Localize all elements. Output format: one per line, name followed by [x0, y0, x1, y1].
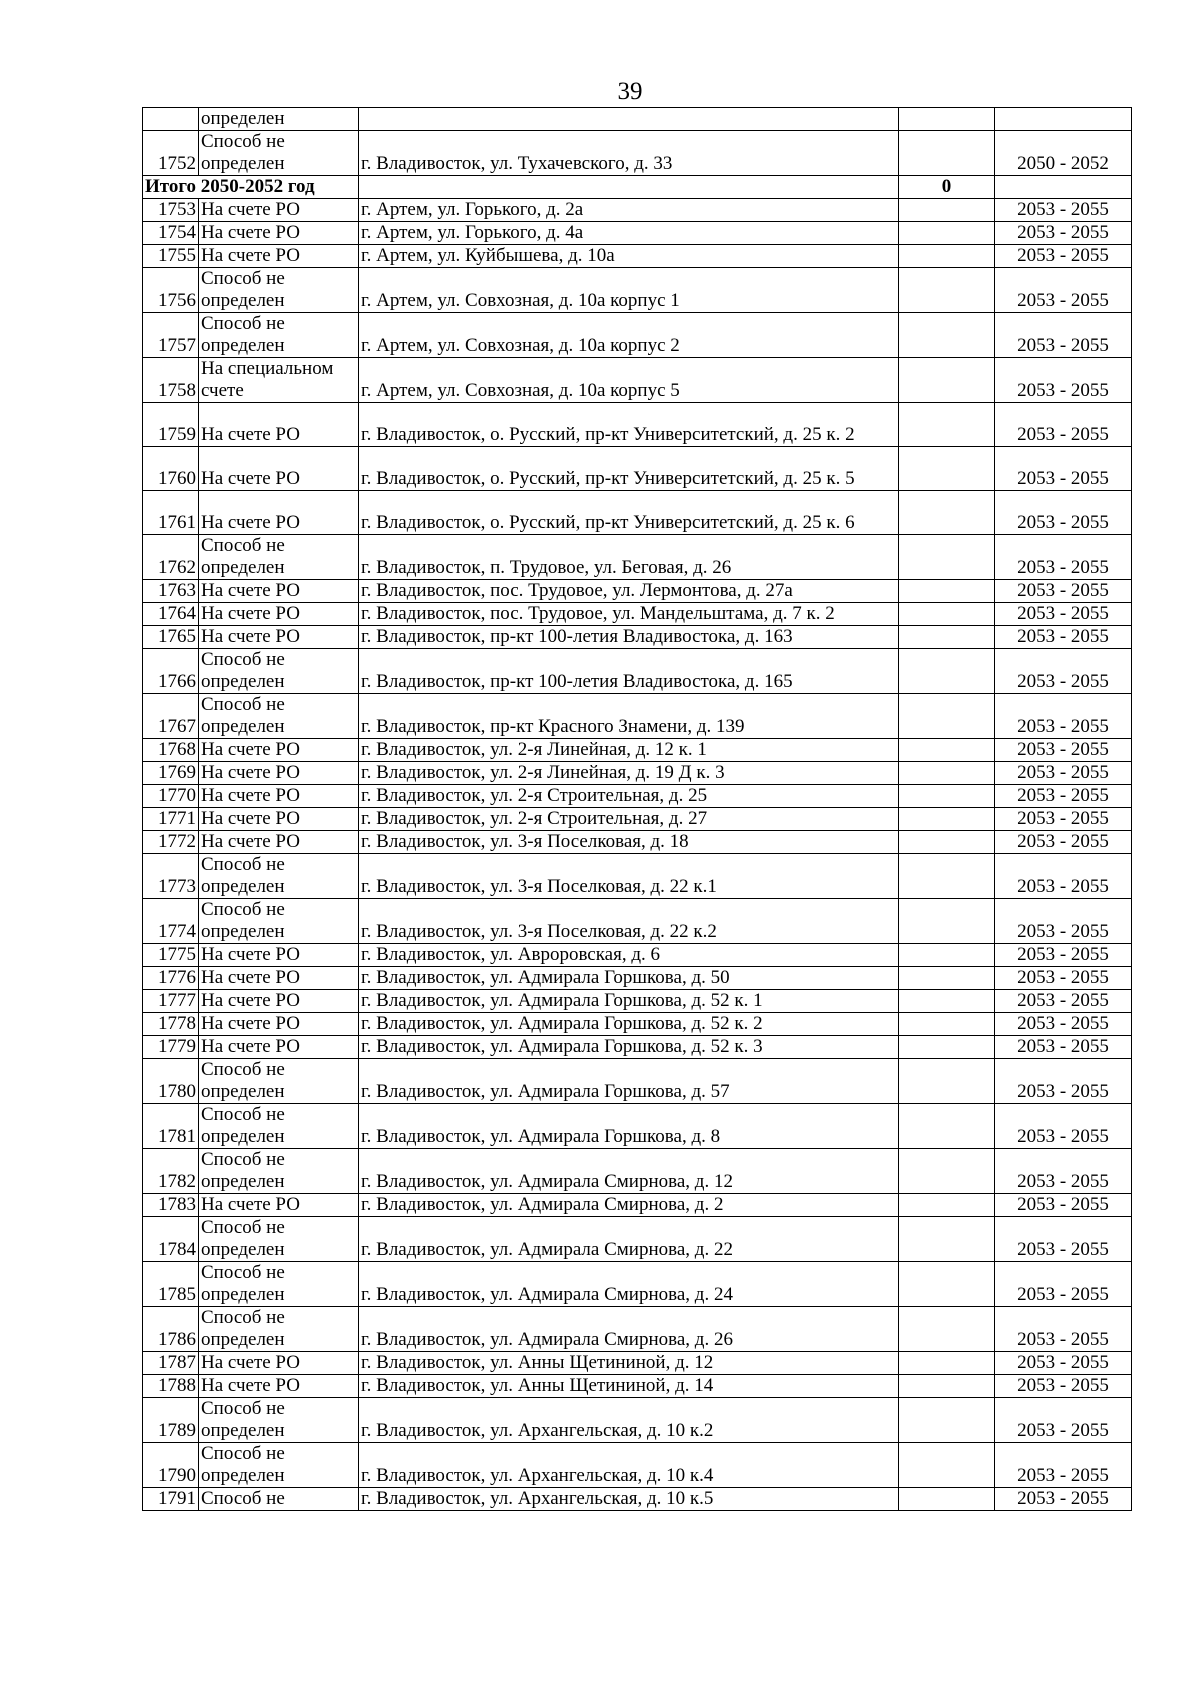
table-row	[143, 535, 1132, 580]
table-row	[143, 831, 1132, 854]
row-number-cell: 1787	[143, 1352, 199, 1375]
sum-cell	[899, 603, 995, 626]
address-cell: г. Владивосток, ул. Адмирала Горшкова, д. 8	[359, 1104, 899, 1149]
method-cell: На счете РО	[199, 403, 359, 447]
period-cell: 2053 - 2055	[995, 1443, 1132, 1488]
method-cell: На специальном счете	[199, 358, 359, 403]
row-number-cell: 1758	[143, 358, 199, 403]
table-row	[143, 899, 1132, 944]
table-row	[143, 967, 1132, 990]
page-number: 39	[617, 78, 643, 105]
address-cell: г. Владивосток, ул. Анны Щетининой, д. 14	[359, 1375, 899, 1398]
method-cell: На счете РО	[199, 222, 359, 245]
row-number-cell: 1763	[143, 580, 199, 603]
sum-cell	[899, 649, 995, 694]
table-row	[143, 785, 1132, 808]
address-cell: г. Владивосток, ул. Адмирала Смирнова, д. 2	[359, 1194, 899, 1217]
row-number-cell: 1782	[143, 1149, 199, 1194]
sum-cell	[899, 108, 995, 131]
sum-cell	[899, 491, 995, 535]
table-row	[143, 808, 1132, 831]
row-number-cell: 1781	[143, 1104, 199, 1149]
row-number-cell: 1771	[143, 808, 199, 831]
period-cell: 2053 - 2055	[995, 358, 1132, 403]
period-cell: 2053 - 2055	[995, 831, 1132, 854]
period-cell: 2053 - 2055	[995, 603, 1132, 626]
method-cell: На счете РО	[199, 990, 359, 1013]
address-cell: г. Владивосток, ул. Адмирала Горшкова, д. 52 к. 3	[359, 1036, 899, 1059]
method-cell: определен	[199, 108, 359, 131]
sum-cell	[899, 694, 995, 739]
period-cell: 2053 - 2055	[995, 1262, 1132, 1307]
row-number-cell: 1780	[143, 1059, 199, 1104]
table-row	[143, 1307, 1132, 1352]
table-row	[143, 358, 1132, 403]
table-row	[143, 603, 1132, 626]
sum-cell	[899, 403, 995, 447]
sum-cell	[899, 447, 995, 491]
sum-cell	[899, 990, 995, 1013]
period-cell: 2053 - 2055	[995, 313, 1132, 358]
address-cell: г. Владивосток, пос. Трудовое, ул. Мандельштама, д. 7 к. 2	[359, 603, 899, 626]
method-cell: На счете РО	[199, 944, 359, 967]
table-row	[143, 199, 1132, 222]
sum-cell	[899, 580, 995, 603]
table-row	[143, 990, 1132, 1013]
table-row	[143, 268, 1132, 313]
method-cell: Способ не определен	[199, 535, 359, 580]
method-cell: На счете РО	[199, 199, 359, 222]
address-cell: г. Артем, ул. Совхозная, д. 10а корпус 2	[359, 313, 899, 358]
row-number-cell	[143, 108, 199, 131]
period-cell: 2053 - 2055	[995, 649, 1132, 694]
address-cell: г. Владивосток, ул. Адмирала Горшкова, д. 52 к. 2	[359, 1013, 899, 1036]
address-cell: г. Артем, ул. Совхозная, д. 10а корпус 5	[359, 358, 899, 403]
table-row	[143, 762, 1132, 785]
row-number-cell: 1762	[143, 535, 199, 580]
sum-cell	[899, 967, 995, 990]
sum-cell	[899, 199, 995, 222]
sum-cell	[899, 1194, 995, 1217]
sum-cell	[899, 1307, 995, 1352]
sum-cell	[899, 1443, 995, 1488]
table-row	[143, 1036, 1132, 1059]
sum-cell	[899, 808, 995, 831]
period-cell: 2053 - 2055	[995, 1352, 1132, 1375]
period-cell: 2053 - 2055	[995, 1059, 1132, 1104]
table-row	[143, 108, 1132, 131]
address-cell: г. Владивосток, ул. Адмирала Горшкова, д. 57	[359, 1059, 899, 1104]
method-cell: На счете РО	[199, 762, 359, 785]
method-cell: На счете РО	[199, 580, 359, 603]
method-cell: Способ не определен	[199, 854, 359, 899]
period-cell: 2050 - 2052	[995, 131, 1132, 176]
sum-cell	[899, 313, 995, 358]
sum-cell	[899, 762, 995, 785]
table-row	[143, 580, 1132, 603]
registry-table	[142, 107, 1132, 1511]
address-cell: г. Владивосток, ул. 2-я Строительная, д. 27	[359, 808, 899, 831]
sum-cell	[899, 831, 995, 854]
total-label: Итого 2050-2052 год	[143, 176, 359, 199]
period-cell	[995, 176, 1132, 199]
sum-cell	[899, 1375, 995, 1398]
address-cell	[359, 108, 899, 131]
row-number-cell: 1772	[143, 831, 199, 854]
sum-cell	[899, 899, 995, 944]
period-cell: 2053 - 2055	[995, 447, 1132, 491]
row-number-cell: 1759	[143, 403, 199, 447]
sum-cell	[899, 1488, 995, 1511]
address-cell: г. Владивосток, ул. 3-я Поселковая, д. 22 к.2	[359, 899, 899, 944]
table-row	[143, 245, 1132, 268]
row-number-cell: 1775	[143, 944, 199, 967]
row-number-cell: 1768	[143, 739, 199, 762]
row-number-cell: 1786	[143, 1307, 199, 1352]
row-number-cell: 1788	[143, 1375, 199, 1398]
period-cell: 2053 - 2055	[995, 785, 1132, 808]
method-cell: На счете РО	[199, 967, 359, 990]
address-cell: г. Владивосток, ул. Адмирала Горшкова, д. 52 к. 1	[359, 990, 899, 1013]
period-cell: 2053 - 2055	[995, 762, 1132, 785]
address-cell: г. Владивосток, ул. Адмирала Смирнова, д. 12	[359, 1149, 899, 1194]
table-row	[143, 1375, 1132, 1398]
row-number-cell: 1778	[143, 1013, 199, 1036]
table-body	[143, 108, 1132, 1511]
sum-cell	[899, 245, 995, 268]
sum-cell	[899, 268, 995, 313]
address-cell: г. Владивосток, п. Трудовое, ул. Беговая, д. 26	[359, 535, 899, 580]
row-number-cell: 1791	[143, 1488, 199, 1511]
period-cell: 2053 - 2055	[995, 268, 1132, 313]
period-cell: 2053 - 2055	[995, 1104, 1132, 1149]
method-cell: На счете РО	[199, 1375, 359, 1398]
period-cell: 2053 - 2055	[995, 1488, 1132, 1511]
period-cell: 2053 - 2055	[995, 1036, 1132, 1059]
period-cell: 2053 - 2055	[995, 1194, 1132, 1217]
row-number-cell: 1783	[143, 1194, 199, 1217]
row-number-cell: 1769	[143, 762, 199, 785]
table-row	[143, 1194, 1132, 1217]
sum-cell	[899, 626, 995, 649]
method-cell: На счете РО	[199, 245, 359, 268]
period-cell: 2053 - 2055	[995, 535, 1132, 580]
method-cell: На счете РО	[199, 447, 359, 491]
address-cell: г. Владивосток, ул. Архангельская, д. 10 к.4	[359, 1443, 899, 1488]
period-cell: 2053 - 2055	[995, 626, 1132, 649]
row-number-cell: 1789	[143, 1398, 199, 1443]
table-row	[143, 131, 1132, 176]
address-cell: г. Владивосток, пр-кт Красного Знамени, д. 139	[359, 694, 899, 739]
period-cell: 2053 - 2055	[995, 854, 1132, 899]
row-number-cell: 1755	[143, 245, 199, 268]
method-cell: На счете РО	[199, 1352, 359, 1375]
address-cell: г. Артем, ул. Горького, д. 4а	[359, 222, 899, 245]
table-row	[143, 739, 1132, 762]
row-number-cell: 1766	[143, 649, 199, 694]
table-row	[143, 649, 1132, 694]
method-cell: Способ не определен	[199, 131, 359, 176]
method-cell: На счете РО	[199, 739, 359, 762]
method-cell: На счете РО	[199, 603, 359, 626]
table-row	[143, 1488, 1132, 1511]
row-number-cell: 1777	[143, 990, 199, 1013]
sum-cell	[899, 854, 995, 899]
address-cell: г. Владивосток, пр-кт 100-летия Владивостока, д. 165	[359, 649, 899, 694]
address-cell: г. Владивосток, о. Русский, пр-кт Университетский, д. 25 к. 6	[359, 491, 899, 535]
sum-cell	[899, 1217, 995, 1262]
method-cell: Способ не определен	[199, 649, 359, 694]
row-number-cell: 1773	[143, 854, 199, 899]
row-number-cell: 1774	[143, 899, 199, 944]
method-cell: Способ не определен	[199, 313, 359, 358]
row-number-cell: 1790	[143, 1443, 199, 1488]
table-row	[143, 1217, 1132, 1262]
method-cell: На счете РО	[199, 808, 359, 831]
method-cell: На счете РО	[199, 626, 359, 649]
address-cell: г. Владивосток, ул. 2-я Линейная, д. 19 Д к. 3	[359, 762, 899, 785]
sum-cell	[899, 1398, 995, 1443]
address-cell: г. Владивосток, ул. 2-я Строительная, д. 25	[359, 785, 899, 808]
period-cell: 2053 - 2055	[995, 1149, 1132, 1194]
method-cell: Способ не определен	[199, 1307, 359, 1352]
method-cell: Способ не	[199, 1488, 359, 1511]
method-cell: На счете РО	[199, 831, 359, 854]
period-cell: 2053 - 2055	[995, 491, 1132, 535]
period-cell: 2053 - 2055	[995, 944, 1132, 967]
table-row	[143, 1398, 1132, 1443]
table-row	[143, 1013, 1132, 1036]
method-cell: Способ не определен	[199, 1059, 359, 1104]
method-cell: Способ не определен	[199, 694, 359, 739]
method-cell: На счете РО	[199, 785, 359, 808]
row-number-cell: 1764	[143, 603, 199, 626]
address-cell: г. Владивосток, ул. Адмирала Горшкова, д. 50	[359, 967, 899, 990]
period-cell: 2053 - 2055	[995, 580, 1132, 603]
table-row	[143, 491, 1132, 535]
period-cell: 2053 - 2055	[995, 739, 1132, 762]
method-cell: На счете РО	[199, 1194, 359, 1217]
row-number-cell: 1765	[143, 626, 199, 649]
address-cell: г. Владивосток, ул. Адмирала Смирнова, д. 26	[359, 1307, 899, 1352]
row-number-cell: 1760	[143, 447, 199, 491]
period-cell: 2053 - 2055	[995, 222, 1132, 245]
row-number-cell: 1785	[143, 1262, 199, 1307]
table-row	[143, 222, 1132, 245]
method-cell: Способ не определен	[199, 1104, 359, 1149]
period-cell: 2053 - 2055	[995, 245, 1132, 268]
row-number-cell: 1770	[143, 785, 199, 808]
sum-cell	[899, 1104, 995, 1149]
row-number-cell: 1761	[143, 491, 199, 535]
method-cell: На счете РО	[199, 491, 359, 535]
sum-cell	[899, 1352, 995, 1375]
row-number-cell: 1753	[143, 199, 199, 222]
method-cell: Способ не определен	[199, 1398, 359, 1443]
row-number-cell: 1779	[143, 1036, 199, 1059]
sum-cell	[899, 1149, 995, 1194]
sum-cell	[899, 944, 995, 967]
sum-cell	[899, 1262, 995, 1307]
sum-cell	[899, 1036, 995, 1059]
sum-cell	[899, 535, 995, 580]
method-cell: Способ не определен	[199, 1217, 359, 1262]
total-row	[143, 176, 1132, 199]
row-number-cell: 1767	[143, 694, 199, 739]
address-cell: г. Владивосток, ул. Архангельская, д. 10 к.5	[359, 1488, 899, 1511]
row-number-cell: 1776	[143, 967, 199, 990]
table-row	[143, 403, 1132, 447]
table-row	[143, 694, 1132, 739]
table-row	[143, 447, 1132, 491]
table-row	[143, 1262, 1132, 1307]
table-row	[143, 854, 1132, 899]
table-row	[143, 626, 1132, 649]
table-row	[143, 1059, 1132, 1104]
period-cell: 2053 - 2055	[995, 990, 1132, 1013]
address-cell: г. Владивосток, о. Русский, пр-кт Университетский, д. 25 к. 2	[359, 403, 899, 447]
method-cell: Способ не определен	[199, 1443, 359, 1488]
sum-cell	[899, 131, 995, 176]
period-cell: 2053 - 2055	[995, 403, 1132, 447]
period-cell: 2053 - 2055	[995, 199, 1132, 222]
total-value: 0	[899, 176, 995, 199]
method-cell: Способ не определен	[199, 268, 359, 313]
address-cell: г. Владивосток, ул. 2-я Линейная, д. 12 к. 1	[359, 739, 899, 762]
period-cell: 2053 - 2055	[995, 1217, 1132, 1262]
address-cell: г. Владивосток, о. Русский, пр-кт Университетский, д. 25 к. 5	[359, 447, 899, 491]
method-cell: На счете РО	[199, 1036, 359, 1059]
address-cell: г. Артем, ул. Совхозная, д. 10а корпус 1	[359, 268, 899, 313]
address-cell: г. Владивосток, ул. Авроровская, д. 6	[359, 944, 899, 967]
sum-cell	[899, 1013, 995, 1036]
period-cell: 2053 - 2055	[995, 899, 1132, 944]
period-cell: 2053 - 2055	[995, 1375, 1132, 1398]
address-cell: г. Артем, ул. Горького, д. 2а	[359, 199, 899, 222]
address-cell: г. Владивосток, ул. Архангельская, д. 10 к.2	[359, 1398, 899, 1443]
address-cell: г. Владивосток, ул. Адмирала Смирнова, д. 24	[359, 1262, 899, 1307]
address-cell: г. Владивосток, ул. 3-я Поселковая, д. 22 к.1	[359, 854, 899, 899]
period-cell: 2053 - 2055	[995, 1398, 1132, 1443]
row-number-cell: 1757	[143, 313, 199, 358]
address-cell: г. Владивосток, ул. Адмирала Смирнова, д. 22	[359, 1217, 899, 1262]
table-row	[143, 944, 1132, 967]
address-cell: г. Владивосток, пос. Трудовое, ул. Лермонтова, д. 27а	[359, 580, 899, 603]
sum-cell	[899, 785, 995, 808]
table-row	[143, 313, 1132, 358]
address-cell: г. Владивосток, ул. 3-я Поселковая, д. 18	[359, 831, 899, 854]
table-row	[143, 1104, 1132, 1149]
sum-cell	[899, 1059, 995, 1104]
method-cell: Способ не определен	[199, 1262, 359, 1307]
row-number-cell: 1784	[143, 1217, 199, 1262]
method-cell: На счете РО	[199, 1013, 359, 1036]
sum-cell	[899, 222, 995, 245]
table-row	[143, 1352, 1132, 1375]
period-cell: 2053 - 2055	[995, 808, 1132, 831]
table-row	[143, 1149, 1132, 1194]
sum-cell	[899, 739, 995, 762]
period-cell: 2053 - 2055	[995, 967, 1132, 990]
row-number-cell: 1756	[143, 268, 199, 313]
row-number-cell: 1754	[143, 222, 199, 245]
address-cell: г. Артем, ул. Куйбышева, д. 10а	[359, 245, 899, 268]
address-cell: г. Владивосток, ул. Тухачевского, д. 33	[359, 131, 899, 176]
method-cell: Способ не определен	[199, 1149, 359, 1194]
table-row	[143, 1443, 1132, 1488]
address-cell	[359, 176, 899, 199]
period-cell: 2053 - 2055	[995, 1307, 1132, 1352]
address-cell: г. Владивосток, ул. Анны Щетининой, д. 12	[359, 1352, 899, 1375]
row-number-cell: 1752	[143, 131, 199, 176]
period-cell: 2053 - 2055	[995, 694, 1132, 739]
period-cell: 2053 - 2055	[995, 1013, 1132, 1036]
address-cell: г. Владивосток, пр-кт 100-летия Владивостока, д. 163	[359, 626, 899, 649]
period-cell	[995, 108, 1132, 131]
method-cell: Способ не определен	[199, 899, 359, 944]
sum-cell	[899, 358, 995, 403]
